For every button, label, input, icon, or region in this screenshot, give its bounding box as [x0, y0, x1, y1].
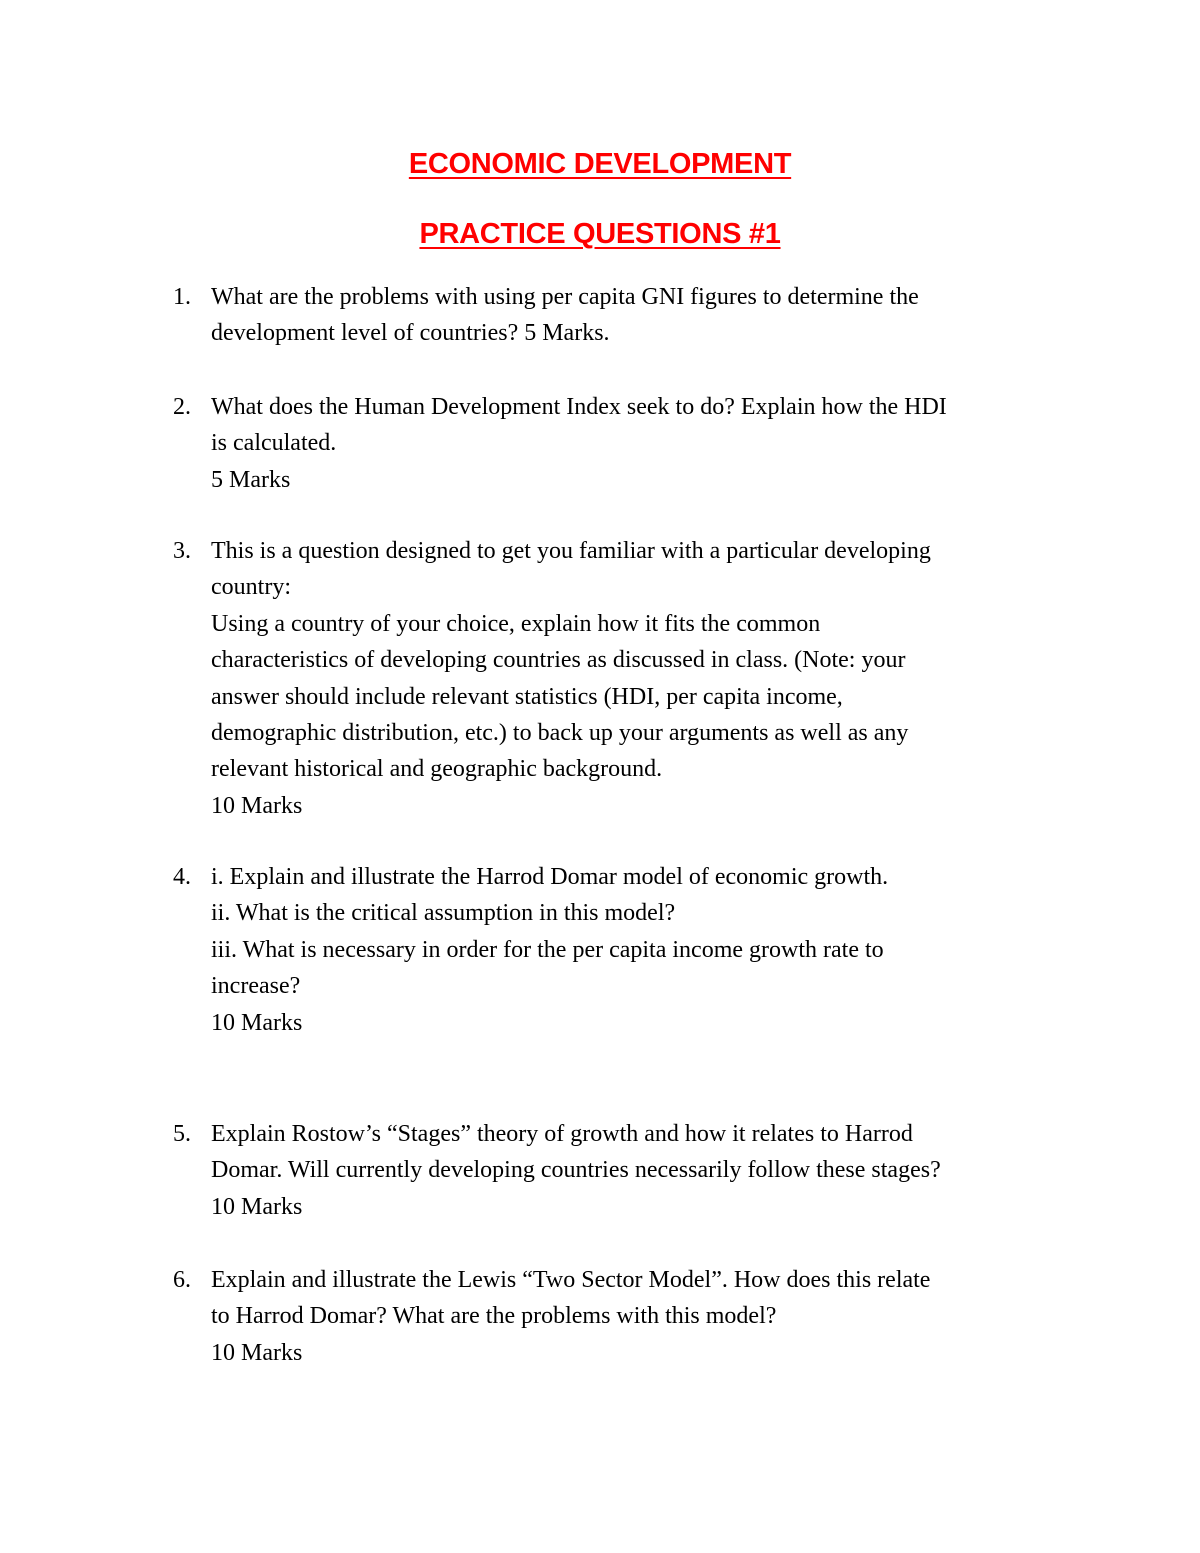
question-line: relevant historical and geographic background.: [211, 756, 663, 783]
question-text: [211, 389, 1071, 498]
question-marks: 10 Marks: [211, 1193, 303, 1220]
question-line: country:: [211, 574, 291, 601]
question-marks: 10 Marks: [211, 1339, 303, 1366]
question-line: to Harrod Domar? What are the problems with this model?: [211, 1303, 777, 1330]
question-number: 4.: [173, 864, 191, 890]
question-line: Domar. Will currently developing countries necessarily follow these stages?: [211, 1157, 941, 1184]
question-line: iii. What is necessary in order for the per capita income growth rate to: [211, 936, 884, 963]
question-line: This is a question designed to get you familiar with a particular developing: [211, 538, 931, 564]
question-marks: 10 Marks: [211, 792, 303, 819]
question-line: Explain Rostow’s “Stages” theory of growth and how it relates to Harrod: [211, 1121, 913, 1147]
document-title: ECONOMIC DEVELOPMENT: [408, 148, 792, 180]
question-marks: 10 Marks: [211, 1009, 303, 1036]
question-text: [211, 859, 1071, 1041]
question-text: [211, 279, 1071, 352]
question-line: development level of countries? 5 Marks.: [211, 320, 610, 347]
question-line: ii. What is the critical assumption in this model?: [211, 900, 676, 927]
question-line: Explain and illustrate the Lewis “Two Sector Model”. How does this relate: [211, 1267, 931, 1293]
question-marks: 5 Marks: [211, 466, 291, 493]
question-line: is calculated.: [211, 430, 337, 457]
document-subtitle: PRACTICE QUESTIONS #1: [419, 218, 781, 250]
question-text: [211, 1116, 1071, 1225]
question-number: 3.: [173, 538, 191, 564]
question-text: [211, 1262, 1071, 1371]
question-number: 1.: [173, 284, 191, 310]
question-line: Using a country of your choice, explain how it fits the common: [211, 610, 821, 637]
question-line: What does the Human Development Index seek to do? Explain how the HDI: [211, 394, 947, 420]
question-number: 5.: [173, 1121, 191, 1147]
question-line: demographic distribution, etc.) to back up your arguments as well as any: [211, 720, 909, 747]
question-line: i. Explain and illustrate the Harrod Domar model of economic growth.: [211, 864, 889, 890]
question-line: What are the problems with using per capita GNI figures to determine the: [211, 284, 919, 310]
question-line: answer should include relevant statistics (HDI, per capita income,: [211, 683, 843, 710]
question-text: [211, 533, 1071, 824]
question-line: increase?: [211, 973, 301, 1000]
question-number: 2.: [173, 394, 191, 420]
question-line: characteristics of developing countries as discussed in class. (Note: your: [211, 647, 906, 674]
question-number: 6.: [173, 1267, 191, 1293]
